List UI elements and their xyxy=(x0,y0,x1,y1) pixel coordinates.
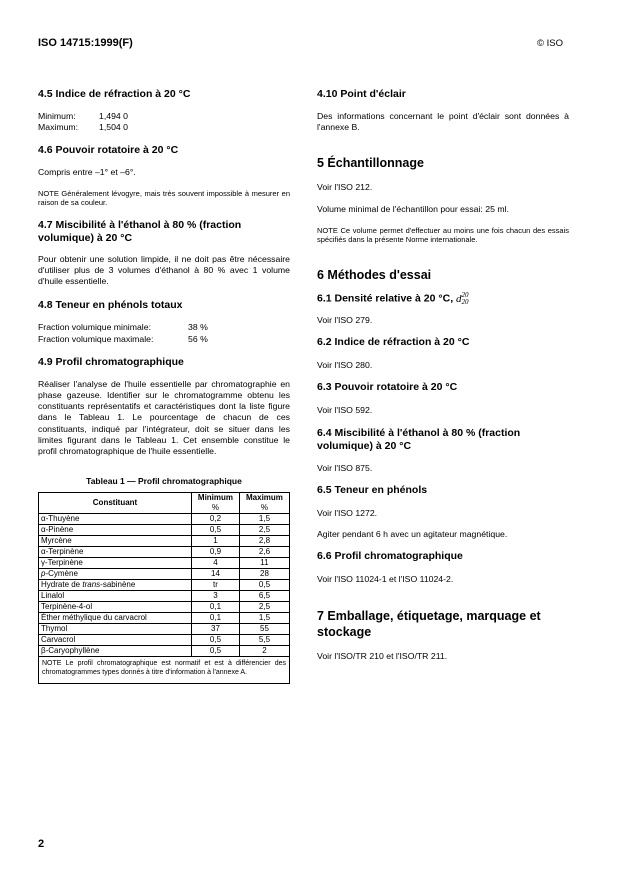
section-4-5-title: 4.5 Indice de réfraction à 20 °C xyxy=(38,88,191,100)
table-row xyxy=(39,514,290,525)
section-6-6-text: Voir l'ISO 11024-1 et l'ISO 11024-2. xyxy=(317,574,454,585)
section-4-7-text: Pour obtenir une solution limpide, il ne doit pas être nécessaire d'utiliser plus de 3 volumes d'éthanol à 80 % avec 1 volume d'huile essentielle. xyxy=(38,253,290,287)
cell-minimum: 0,1 xyxy=(192,602,240,613)
col-header-minimum: Minimum % xyxy=(192,493,240,514)
cell-constituant: Linalol xyxy=(39,591,192,602)
cell-constituant: α-Pinène xyxy=(39,525,192,536)
table-note-row xyxy=(39,657,290,684)
section-7-text: Voir l'ISO/TR 210 et l'ISO/TR 211. xyxy=(317,651,448,662)
cell-maximum: 1,5 xyxy=(239,613,289,624)
cell-minimum: 37 xyxy=(192,624,240,635)
section-5-p1: Voir l'ISO 212. xyxy=(317,182,373,193)
section-6-4-text: Voir l'ISO 875. xyxy=(317,462,373,473)
section-6-3-text: Voir l'ISO 592. xyxy=(317,405,373,416)
refraction-max-label: Maximum: xyxy=(38,122,79,133)
refraction-values xyxy=(38,111,290,133)
section-6-2-text: Voir l'ISO 280. xyxy=(317,360,373,371)
cell-maximum: 2,5 xyxy=(239,602,289,613)
table-row xyxy=(39,536,290,547)
copyright: © ISO xyxy=(537,38,564,49)
table-row xyxy=(39,569,290,580)
cell-minimum: 0,2 xyxy=(192,514,240,525)
section-6-6-title: 6.6 Profil chromatographique xyxy=(317,550,463,563)
page-number: 2 xyxy=(38,838,45,850)
section-6-title: 6 Méthodes d'essai xyxy=(317,268,432,282)
table-row xyxy=(39,646,290,657)
cell-constituant: Hydrate de trans-sabinène xyxy=(39,580,192,591)
table-caption: Tableau 1 — Profil chromatographique xyxy=(86,476,242,487)
section-7-title: 7 Emballage, étiquetage, marquage et stockage xyxy=(317,609,541,640)
left-column xyxy=(38,88,290,684)
cell-maximum: 2,8 xyxy=(239,536,289,547)
table-wrapper xyxy=(38,492,290,684)
col-header-maximum: Maximum % xyxy=(239,493,289,514)
section-4-6-text: Compris entre –1° et –6°. xyxy=(38,167,136,178)
section-5-p2: Volume minimal de l'échantillon pour essai: 25 ml. xyxy=(317,203,509,214)
phenol-max-value: 56 % xyxy=(188,333,208,344)
table-row xyxy=(39,591,290,602)
cell-minimum: tr xyxy=(192,580,240,591)
cell-minimum: 14 xyxy=(192,569,240,580)
table-header-row xyxy=(39,493,290,514)
cell-constituant: Carvacrol xyxy=(39,635,192,646)
cell-constituant: Thymol xyxy=(39,624,192,635)
cell-constituant: Éther méthylique du carvacrol xyxy=(39,613,192,624)
chromatographic-profile-table xyxy=(38,492,290,684)
cell-minimum: 3 xyxy=(192,591,240,602)
cell-maximum: 2,6 xyxy=(239,547,289,558)
cell-constituant: α-Thuyène xyxy=(39,514,192,525)
phenol-min-row xyxy=(38,322,290,333)
cell-maximum: 55 xyxy=(239,624,289,635)
cell-minimum: 0,5 xyxy=(192,525,240,536)
section-4-9-text: Réaliser l'analyse de l'huile essentielle par chromatographie en phase gazeuse. Identifier sur le chromatogramme obtenu les constituants représentatifs et caractéristiques dont la liste figure dans le Tableau 1. Le pourcentage de chacun de ces constituants, indiqué par l'intégrateur, doit se situer dans les limites figurant dans le Tableau 1. Cet ensemble constitue le profil chromatographique de l'huile essentielle. xyxy=(38,378,290,457)
cell-constituant: α-Terpinène xyxy=(39,547,192,558)
cell-constituant: γ-Terpinène xyxy=(39,558,192,569)
section-6-2-title: 6.2 Indice de réfraction à 20 °C xyxy=(317,336,470,349)
table-row xyxy=(39,624,290,635)
section-5-note: NOTE Ce volume permet d'effectuer au moins une fois chacun des essais spécifiés dans la présente Norme internationale. xyxy=(317,225,569,245)
refraction-max-row xyxy=(38,122,290,133)
phenol-values xyxy=(38,322,290,344)
section-4-6-title: 4.6 Pouvoir rotatoire à 20 °C xyxy=(38,144,179,157)
section-6-1-title: 6.1 Densité relative à 20 °C, d 20 20 xyxy=(317,291,469,306)
phenol-min-value: 38 % xyxy=(188,322,208,333)
right-column xyxy=(317,88,569,663)
cell-minimum: 0,9 xyxy=(192,547,240,558)
cell-maximum: 6,5 xyxy=(239,591,289,602)
cell-minimum: 0,5 xyxy=(192,646,240,657)
table-note: NOTE Le profil chromatographique est normatif et est à différencier des chromatogrammes types donnés à titre d'information à l'annexe A. xyxy=(39,657,290,684)
cell-minimum: 0,5 xyxy=(192,635,240,646)
cell-maximum: 0,5 xyxy=(239,580,289,591)
section-6-4-title: 6.4 Miscibilité à l'éthanol à 80 % (fraction volumique) à 20 °C xyxy=(317,426,521,452)
section-4-8-title: 4.8 Teneur en phénols totaux xyxy=(38,299,183,312)
phenol-max-row xyxy=(38,334,290,345)
section-4-10-text: Des informations concernant le point d'éclair sont données à l'annexe B. xyxy=(317,111,569,133)
cell-maximum: 5,5 xyxy=(239,635,289,646)
section-6-5-p1: Voir l'ISO 1272. xyxy=(317,507,378,518)
section-5-title: 5 Échantillonnage xyxy=(317,156,424,171)
cell-constituant: β-Caryophyllène xyxy=(39,646,192,657)
document-id: ISO 14715:1999(F) xyxy=(38,37,133,49)
table-row xyxy=(39,558,290,569)
section-6-3-title: 6.3 Pouvoir rotatoire à 20 °C xyxy=(317,381,458,394)
cell-maximum: 1,5 xyxy=(239,514,289,525)
table-row xyxy=(39,580,290,591)
table-row xyxy=(39,547,290,558)
refraction-max-value: 1,504 0 xyxy=(99,122,128,133)
cell-maximum: 28 xyxy=(239,569,289,580)
section-4-6-note: NOTE Généralement lévogyre, mais très souvent impossible à mesurer en raison de sa couleur. xyxy=(38,188,290,208)
section-4-7-title: 4.7 Miscibilité à l'éthanol à 80 % (fraction volumique) à 20 °C xyxy=(38,218,242,244)
density-symbol: d 20 20 xyxy=(456,291,469,306)
table-row xyxy=(39,602,290,613)
cell-minimum: 4 xyxy=(192,558,240,569)
section-6-5-p2: Agiter pendant 6 h avec un agitateur magnétique. xyxy=(317,529,508,540)
section-6-1-text: Voir l'ISO 279. xyxy=(317,315,373,325)
cell-constituant: Terpinène-4-ol xyxy=(39,602,192,613)
table-row xyxy=(39,525,290,536)
refraction-min-label: Minimum: xyxy=(38,111,76,121)
refraction-min-row xyxy=(38,111,290,122)
cell-minimum: 0,1 xyxy=(192,613,240,624)
cell-minimum: 1 xyxy=(192,536,240,547)
cell-maximum: 11 xyxy=(239,558,289,569)
table-row xyxy=(39,635,290,646)
table-row xyxy=(39,613,290,624)
cell-constituant: p-Cymène xyxy=(39,569,192,580)
cell-constituant: Myrcène xyxy=(39,536,192,547)
col-header-constituant: Constituant xyxy=(39,493,192,514)
refraction-min-value: 1,494 0 xyxy=(99,111,128,121)
section-4-9-title: 4.9 Profil chromatographique xyxy=(38,355,184,368)
section-4-10-title: 4.10 Point d'éclair xyxy=(317,88,406,100)
cell-maximum: 2,5 xyxy=(239,525,289,536)
cell-maximum: 2 xyxy=(239,646,289,657)
section-6-5-title: 6.5 Teneur en phénols xyxy=(317,483,428,496)
phenol-min-label: Fraction volumique minimale: xyxy=(38,322,151,333)
phenol-max-label: Fraction volumique maximale: xyxy=(38,333,154,344)
